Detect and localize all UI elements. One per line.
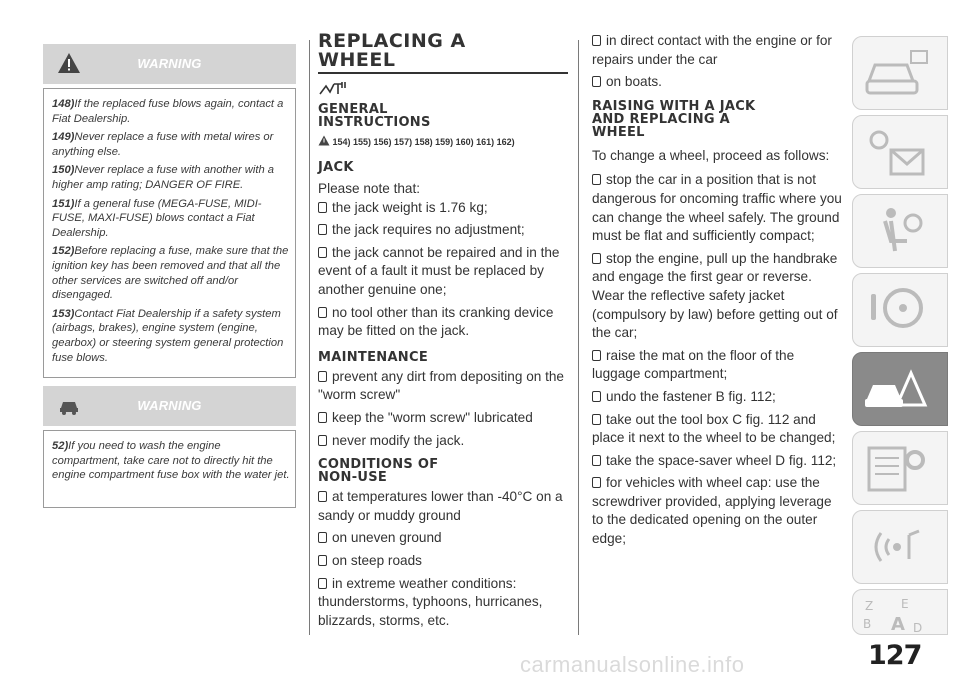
checkbox-bullet-icon — [592, 35, 601, 46]
index-letters-icon — [861, 596, 931, 636]
emergency-car-icon — [861, 359, 931, 419]
svg-text:A: A — [891, 614, 905, 635]
chapter-tab-safety[interactable] — [852, 194, 948, 268]
warning-title: WARNING — [137, 56, 202, 71]
checkbox-bullet-icon — [318, 532, 327, 543]
chapter-tab-index[interactable] — [852, 589, 948, 635]
warning-item: 52)If you need to wash the engine compartment, take care not to directly hit the engine compartment fuse box with the water jet. — [52, 440, 290, 482]
checkbox-bullet-icon — [318, 224, 327, 235]
warning-title: WARNING — [137, 398, 202, 413]
lights-mail-icon — [861, 122, 931, 182]
warning-item: 153)Contact Fiat Dealership if a safety system (airbags, brakes), engine system (engine, gearbox) or steering system general protection fuse blows. — [52, 307, 284, 364]
list-item: the jack cannot be repaired and in the event of a fault it must be replaced by another genuine one; — [318, 244, 560, 297]
checkbox-bullet-icon — [592, 455, 601, 466]
raising-intro: To change a wheel, proceed as follows: — [592, 147, 830, 163]
chapter-tab-lights[interactable] — [852, 115, 948, 189]
list-item: raise the mat on the floor of the luggage compartment; — [592, 347, 795, 382]
checkbox-bullet-icon — [318, 202, 327, 213]
chapter-tab-dashboard[interactable] — [852, 36, 948, 110]
checkbox-bullet-icon — [318, 247, 327, 258]
list-item: for vehicles with wheel cap: use the screwdriver provided, applying leverage to the dedicated opening on the outer edge; — [592, 475, 832, 547]
warning-item: 152)Before replacing a fuse, make sure that the ignition key has been removed and that all the other services are switched off and/or disengaged. — [52, 245, 289, 302]
title-underline — [318, 72, 568, 74]
checkbox-bullet-icon — [592, 391, 601, 402]
chapter-tab-maintenance[interactable] — [852, 431, 948, 505]
jack-heading: JACK — [318, 160, 354, 175]
list-item: at temperatures lower than -40°C on a sandy or muddy ground — [318, 489, 563, 523]
list-item: undo the fastener B fig. 112; — [592, 388, 842, 407]
checkbox-bullet-icon — [592, 76, 601, 87]
column-divider — [309, 40, 310, 635]
list-item: in direct contact with the engine or for repairs under the car — [592, 33, 832, 67]
checkbox-bullet-icon — [318, 555, 327, 566]
list-item: stop the car in a position that is not dangerous for oncoming traffic where you can change the wheel safely. The ground must be flat and sufficiently compact; — [592, 172, 842, 244]
watermark: carmanualsonline.info — [520, 652, 745, 677]
checkbox-bullet-icon — [318, 371, 327, 382]
maintenance-heading: MAINTENANCE — [318, 349, 429, 365]
chapter-tab-multimedia[interactable] — [852, 510, 948, 584]
seat-airbag-icon — [861, 201, 931, 261]
checkbox-bullet-icon — [318, 412, 327, 423]
checkbox-bullet-icon — [592, 174, 601, 185]
warning-item: 150)Never replace a fuse with another with a higher amp rating; DANGER OF FIRE. — [52, 164, 275, 191]
chapter-tab-emergency[interactable] — [852, 352, 948, 426]
list-item: on steep roads — [318, 552, 570, 571]
list-item: take out the tool box C fig. 112 and place it next to the wheel to be changed; — [592, 411, 836, 446]
warning-header-1 — [43, 44, 296, 84]
chapter-tab-starting[interactable] — [852, 273, 948, 347]
checkbox-bullet-icon — [592, 253, 601, 264]
warning-box-1 — [43, 88, 296, 378]
svg-text:B: B — [863, 617, 872, 631]
list-item: take the space-saver wheel D fig. 112; — [592, 452, 842, 471]
warning-item: 149)Never replace a fuse with metal wires or anything else. — [52, 131, 274, 158]
checkbox-bullet-icon — [318, 307, 327, 318]
svg-text:Z: Z — [865, 599, 874, 613]
warning-item: 148)If the replaced fuse blows again, contact a Fiat Dealership. — [52, 98, 284, 125]
jack-intro: Please note that: — [318, 181, 421, 196]
column-3 — [592, 32, 842, 553]
jack-icon — [318, 80, 348, 96]
non-use-heading: CONDITIONS OF NON-USE — [318, 457, 439, 486]
svg-text:E: E — [901, 597, 909, 611]
list-item: the jack weight is 1.76 kg; — [318, 199, 570, 218]
checkbox-bullet-icon — [592, 350, 601, 361]
checkbox-bullet-icon — [592, 414, 601, 425]
raising-heading: RAISING WITH A JACK AND REPLACING A WHEEL — [592, 98, 756, 140]
car-dashboard-icon — [861, 43, 931, 103]
list-item: no tool other than its cranking device may be fitted on the jack. — [318, 304, 554, 339]
list-item: on uneven ground — [318, 529, 570, 548]
warning-box-2 — [43, 430, 296, 508]
warning-item: 151)If a general fuse (MEGA-FUSE, MIDI-FUSE, MAXI-FUSE) blows contact a Fiat Dealership. — [52, 197, 262, 239]
list-item: prevent any dirt from depositing on the "worm screw" — [318, 368, 564, 403]
checkbox-bullet-icon — [318, 578, 327, 589]
warning-triangle-icon — [318, 135, 330, 146]
list-item: in extreme weather conditions: thunderstorms, typhoons, hurricanes, blizzards, storms, etc. — [318, 575, 543, 628]
section-title: REPLACING A WHEEL — [318, 30, 466, 71]
svg-text:D: D — [913, 621, 923, 635]
steering-wheel-icon — [861, 280, 931, 340]
page-number: 127 — [868, 640, 922, 671]
list-item: stop the engine, pull up the handbrake and engage the first gear or reverse. Wear the reflective safety jacket (compulsory by law) before getting out of the car; — [592, 250, 838, 341]
column-2 — [318, 32, 570, 634]
list-item: the jack requires no adjustment; — [318, 221, 570, 240]
list-item: on boats. — [592, 73, 842, 92]
maintenance-gear-icon — [861, 438, 931, 498]
list-item: never modify the jack. — [318, 432, 570, 451]
checkbox-bullet-icon — [592, 477, 601, 488]
checkbox-bullet-icon — [318, 491, 327, 502]
general-instructions-heading: GENERAL INSTRUCTIONS — [318, 102, 431, 130]
column-divider — [578, 40, 579, 635]
list-item: keep the "worm screw" lubricated — [318, 409, 570, 428]
references-line: 154) 155) 156) 157) 158) 159) 160) 161) 162) — [318, 135, 570, 147]
multimedia-icon — [861, 517, 931, 577]
warning-header-2 — [43, 386, 296, 426]
checkbox-bullet-icon — [318, 435, 327, 446]
